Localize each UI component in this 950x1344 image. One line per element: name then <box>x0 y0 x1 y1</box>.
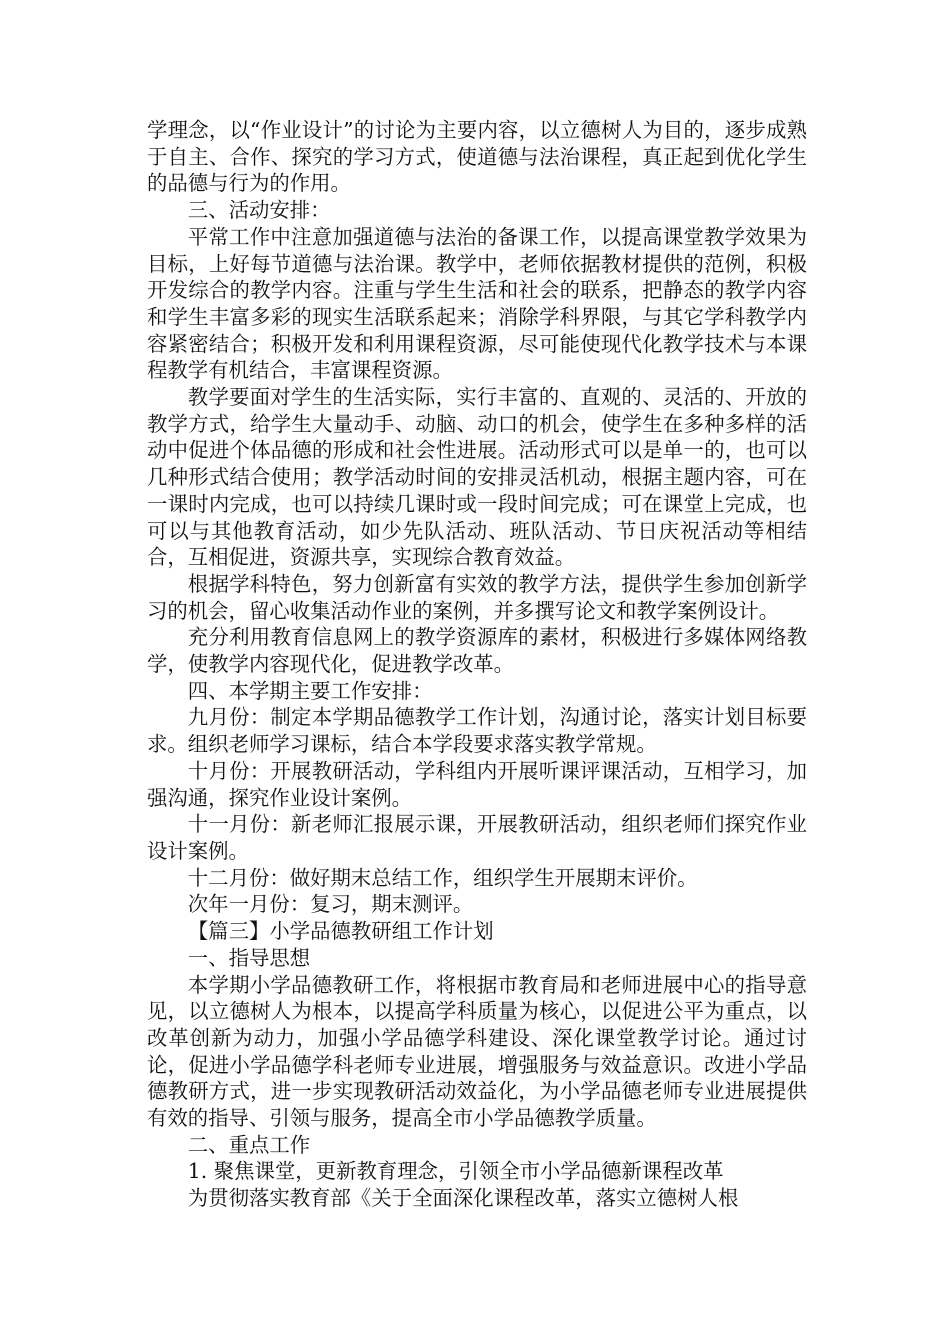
paragraph-teaching-methods: 教学要面对学生的生活实际，实行丰富的、直观的、灵活的、开放的教学方式，给学生大量动手、动脑、动口的机会，使学生在多种多样的活动中促进个体品德的形成和社会性进展。活动形式可以是单一的，也可以几种形式结合使用；教学活动时间的安排灵活机动，根据主题内容，可在一课时内完成，也可以持续几课时或一段时间完成；可在课堂上完成，也可以与其他教育活动，如少先队活动、班队活动、节日庆祝活动等相结合，互相促进，资源共享，实现综合教育效益。 <box>147 385 807 570</box>
paragraph-guiding-ideology: 本学期小学品德教研工作，将根据市教育局和老师进展中心的指导意见，以立德树人为根本，以提高学科质量为核心，以促进公平为重点，以改革创新为动力，加强小学品德学科建设、深化课堂教学讨论。通过讨论，促进小学品德学科老师专业进展，增强服务与效益意识。改进小学品德教研方式，进一步实现教研活动效益化，为小学品德老师专业进展提供有效的指导、引领与服务，提高全市小学品德教学质量。 <box>147 972 807 1131</box>
heading-semester-schedule: 四、本学期主要工作安排： <box>187 678 433 703</box>
paragraph-subject-innovation: 根据学科特色，努力创新富有实效的教学方法，提供学生参加创新学习的机会，留心收集活动作业的案例，并多撰写论文和教学案例设计。 <box>147 571 807 623</box>
heading-key-work: 二、重点工作 <box>187 1132 311 1157</box>
paragraph-key-work-detail: 为贯彻落实教育部《关于全面深化课程改革，落实立德树人根 <box>187 1186 739 1211</box>
paragraph-lesson-preparation: 平常工作中注意加强道德与法治的备课工作，以提高课堂教学效果为目标，上好每节道德与法治课。教学中，老师依据教材提供的范例，积极开发综合的教学内容。注重与学生生活和社会的联系，把静态的教学内容和学生丰富多彩的现实生活联系起来；消除学科界限，与其它学科教学内容紧密结合；积极开发和利用课程资源，尽可能使现代化教学技术与本课程教学有机结合，丰富课程资源。 <box>147 224 807 383</box>
schedule-december: 十二月份：做好期末总结工作，组织学生开展期末评价。 <box>187 865 698 890</box>
key-work-item-1: 1. 聚焦课堂，更新教育理念，引领全市小学品德新课程改革 <box>187 1159 724 1184</box>
heading-activity-arrangement: 三、活动安排： <box>187 198 331 223</box>
schedule-october: 十月份：开展教研活动，学科组内开展听课评课活动，互相学习，加强沟通，探究作业设计案例。 <box>147 758 807 810</box>
paragraph-continued-intro: 学理念，以“作业设计”的讨论为主要内容，以立德树人为目的，逐步成熟于自主、合作、探究的学习方式，使道德与法治课程，真正起到优化学生的品德与行为的作用。 <box>147 118 807 196</box>
paragraph-multimedia-teaching: 充分利用教育信息网上的教学资源库的素材，积极进行多媒体网络教学，使教学内容现代化，促进教学改革。 <box>147 625 807 677</box>
schedule-january: 次年一月份：复习，期末测评。 <box>187 892 474 917</box>
heading-guiding-ideology: 一、指导思想 <box>187 945 311 970</box>
schedule-november: 十一月份：新老师汇报展示课，开展教研活动，组织老师们探究作业设计案例。 <box>147 812 807 863</box>
schedule-september: 九月份：制定本学期品德教学工作计划，沟通讨论，落实计划目标要求。组织老师学习课标，结合本学段要求落实教学常规。 <box>147 705 807 757</box>
document-body <box>147 117 807 1212</box>
section-title-part-three: 【篇三】小学品德教研组工作计划 <box>187 919 494 944</box>
